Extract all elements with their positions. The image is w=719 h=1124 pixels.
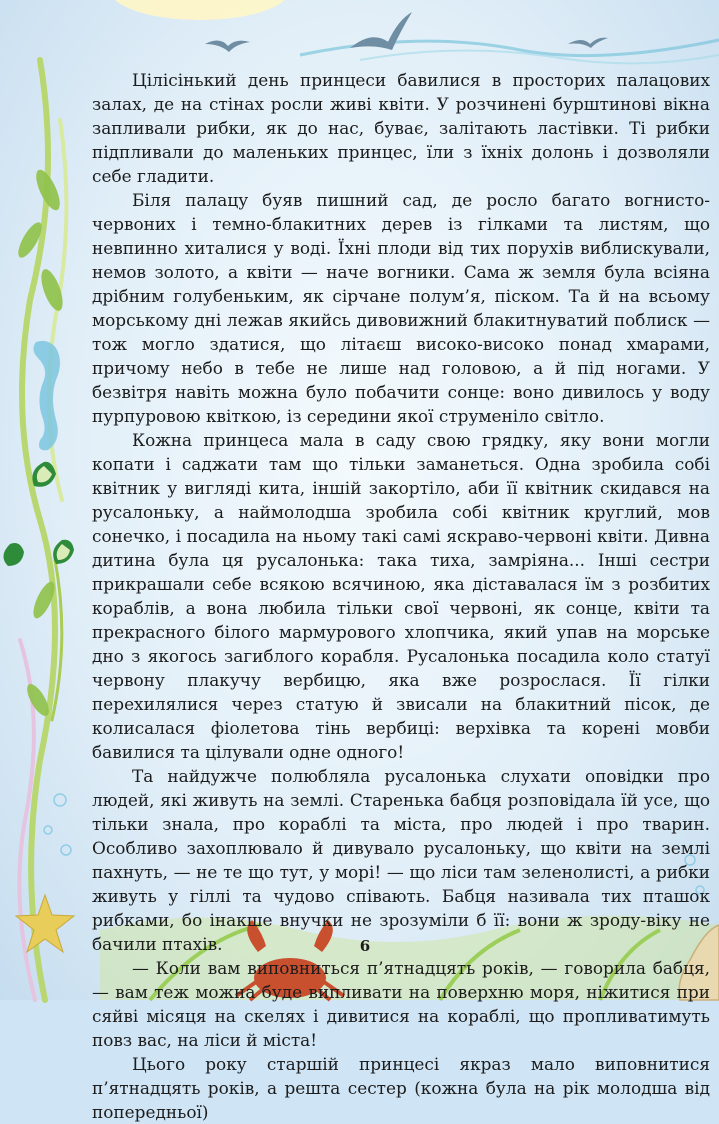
seahorse-icon: [33, 341, 60, 450]
seagull-icon: [205, 12, 608, 52]
paragraph: Кожна принцеса мала в саду свою грядку, яку вони могли копати і саджати там що тільки заманеться. Одна зробила собі квітник у вигляді кита, іншій закортіло, аби її квітник скидався на русалоньку, а наймолодша зробила собі квітник круглий, мов сонечко, і посадила на ньому такі самі яскраво-червоні квіти. Дивна дитина була ця русалонька: така тиха, замріяна... Інші сестри прикрашали себе всякою всячиною, яка діставалася їм з розбитих кораблів, а вона любила тільки свої червоні, як сонце, квіти та прекрасного білого мармурового хлопчика, який упав на морське дно з якогось загиблого корабля. Русалонька посадила коло статуї червону плакучу вербицю, яка вже розрослася. Її гілки перехилялися через статую й звисали на блакитний пісок, де колисалася фіолетова тінь вербиці: верхівка та корені мовби бавилися та цілували одне одного!: [92, 430, 710, 762]
story-text: [92, 68, 710, 1124]
paragraph: Цілісінький день принцеси бавилися в просторих палацових залах, де на стінах росли живі квіти. У розчинені бурштинові вікна запливали рибки, як до нас, буває, залітають ластівки. Ті рибки підпливали до маленьких принцес, їли з їхніх долонь і дозволяли себе гладити.: [92, 70, 710, 186]
page-number: 6: [359, 937, 371, 955]
paragraph: Та найдужче полюбляла русалонька слухати оповідки про людей, які живуть на землі. Старенька бабця розповідала їй усе, що тільки знала, про кораблі та міста, про людей і про тварин. Особливо захоплювало й дивувало русалоньку, що квіти на землі пахнуть, — не те що тут, у морі! — що ліси там зеленолисті, а рибки живуть у гіллі та чудово співають. Бабця називала тих пташок рибками, бо інакше внучки не зрозуміли б її: вони ж зроду-віку не бачили птахів.: [92, 766, 710, 954]
paragraph: — Коли вам виповниться п’ятнадцять років, — говорила бабця, — вам теж можна буде випливати на поверхню моря, ніжитися при сяйві місяця на скелях і дивитися на кораблі, що пропливатимуть повз вас, на ліси й міста!: [92, 958, 710, 1050]
sun-glow: [110, 0, 290, 20]
paragraph: Біля палацу буяв пишний сад, де росло багато вогнисто-червоних і темно-блакитних дерев із гілками та листям, що невпинно хиталися у воді. Їхні плоди від тих порухів виблискували, немов золото, а квіти — наче вогники. Сама ж земля була всіяна дрібним голубеньким, як сірчане полум’я, піском. Та й на всьому морському дні лежав якийсь дивовижний блакитнуватий поблиск — тож могло здатися, що літаєш високо-високо понад хмарами, причому небо в тебе не лише над головою, а й під ногами. У безвітря навіть можна було побачити сонце: воно дивилось у воду пурпуровою квіткою, із середини якої струменіло світло.: [92, 190, 710, 426]
paragraph: Цього року старшій принцесі якраз мало виповнитися п’ятнадцять років, а решта сестер (кожна була на рік молодша від попередньої): [92, 1054, 710, 1122]
